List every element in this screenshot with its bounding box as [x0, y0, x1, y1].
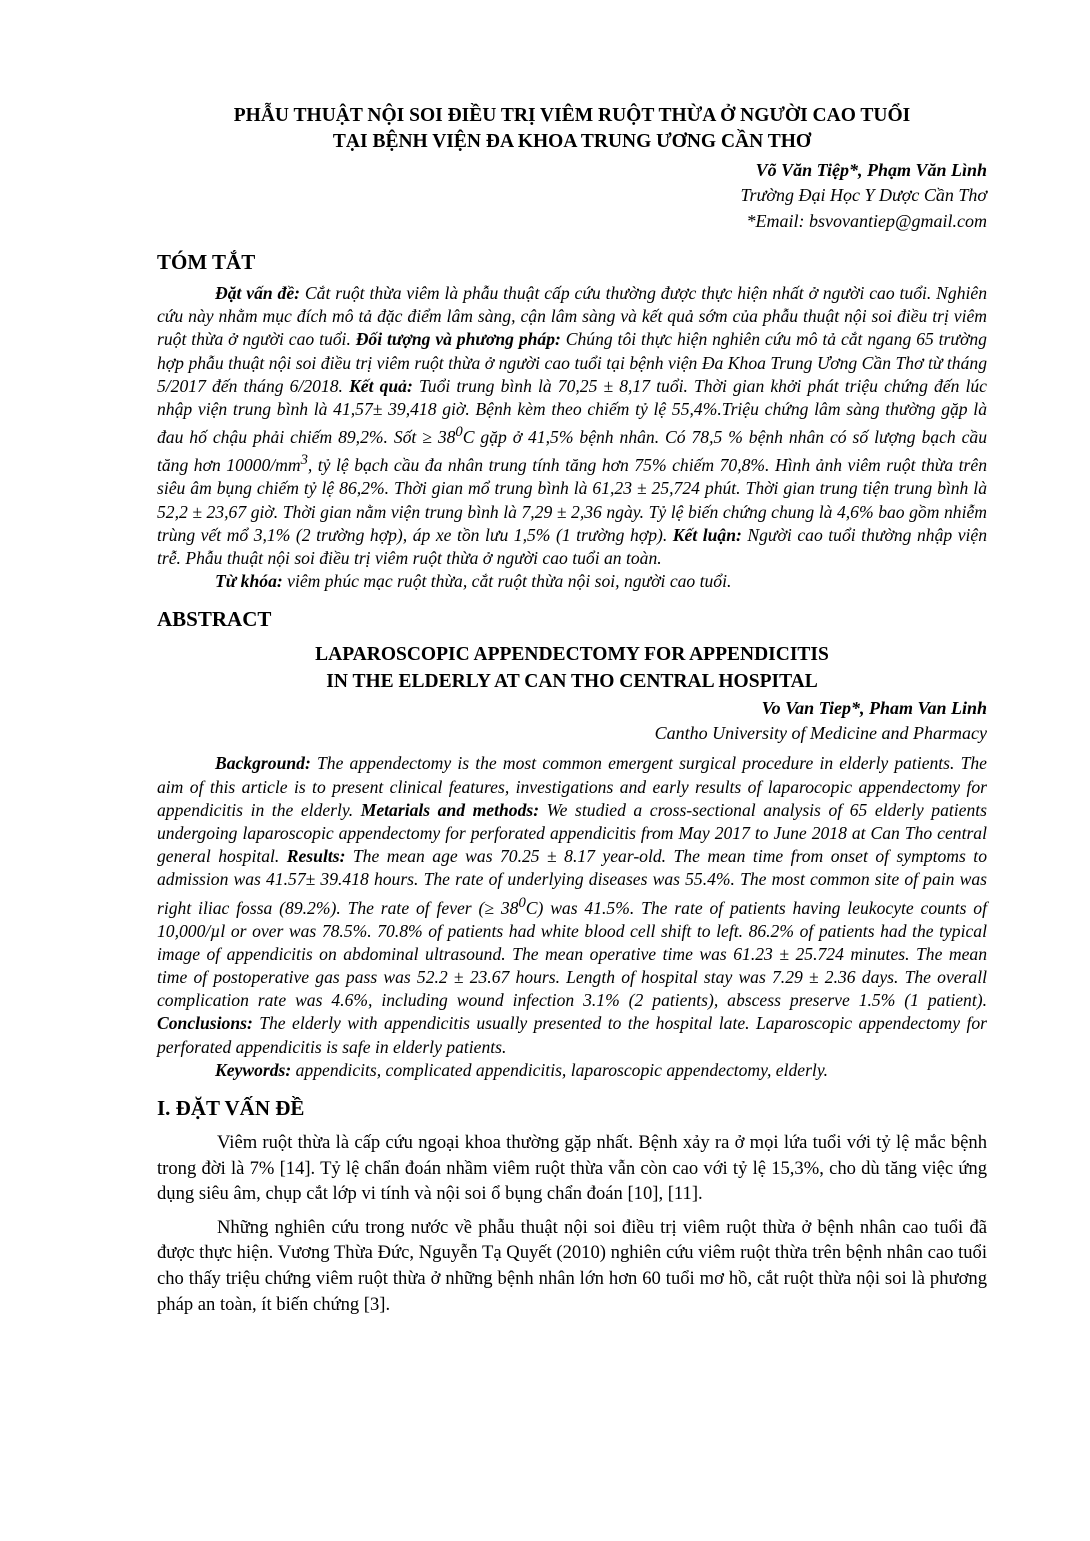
label-doi-tuong: Đối tượng và phương pháp: — [355, 329, 561, 350]
label-ket-qua: Kết quả: — [349, 375, 413, 396]
label-keywords: Keywords: — [215, 1059, 292, 1080]
label-methods: Metarials and methods: — [360, 799, 540, 820]
section1-paragraph-2: Những nghiên cứu trong nước về phẫu thuật nội soi điều trị viêm ruột thừa ở bệnh nhân cao tuổi đã được thực hiện. Vương Thừa Đức, Nguyễn Tạ Quyết (2010) nghiên cứu viêm ruột thừa trên bệnh nhân cao tuổi cho thấy triệu chứng viêm ruột thừa ở những bệnh nhân lớn hơn 60 tuổi mơ hồ, cắt ruột thừa nội soi là phương pháp an toàn, ít biến chứng [3]. — [157, 1216, 987, 1315]
authors-vn: Võ Văn Tiệp*, Phạm Văn Lình — [755, 160, 987, 180]
title-vn-line1: PHẪU THUẬT NỘI SOI ĐIỀU TRỊ VIÊM RUỘT THỪA Ở NGƯỜI CAO TUỔI — [233, 105, 911, 126]
paper-title-vn — [157, 103, 987, 155]
title-en-line2: IN THE ELDERLY AT CAN THO CENTRAL HOSPITAL — [326, 671, 818, 693]
abstract-keywords: Keywords: appendicits, complicated appendicitis, laparoscopic appendectomy, elderly. — [215, 1059, 829, 1080]
title-vn-line2: TẠI BỆNH VIỆN ĐA KHOA TRUNG ƯƠNG CẦN THƠ — [332, 131, 812, 152]
authors-en: Vo Van Tiep*, Pham Van Linh — [761, 698, 987, 719]
label-conclusions: Conclusions: — [157, 1013, 253, 1034]
label-dat-van-de: Đặt vấn đề: — [215, 283, 301, 303]
label-background: Background: — [215, 753, 311, 774]
affiliation-vn: Trường Đại Học Y Dược Cần Thơ — [740, 185, 987, 205]
label-tu-khoa: Từ khóa: — [215, 571, 283, 592]
section1-paragraph-1: Viêm ruột thừa là cấp cứu ngoại khoa thường gặp nhất. Bệnh xảy ra ở mọi lứa tuổi với tỷ lệ mắc bệnh trong đời là 7% [14]. Tỷ lệ chẩn đoán nhầm viêm ruột thừa vẫn còn cao với tỷ lệ 15,3%, cho dù tăng việc ứng dụng siêu âm, chụp cắt lớp vi tính và nội soi ổ bụng chẩn đoán [10], [11]. — [157, 1132, 987, 1205]
paper-page — [157, 100, 987, 1317]
tomtat-paragraph: Đặt vấn đề: Cắt ruột thừa viêm là phẫu thuật cấp cứu thường được thực hiện nhất ở người cao tuổi. Nghiên cứu này nhằm mục đích mô tả đặc điểm lâm sàng, cận lâm sàng và kết quả sớm của phẫu thuật nội soi điều trị viêm ruột thừa ở người cao tuổi. Đối tượng và phương pháp: Chúng tôi thực hiện nghiên cứu mô tả cắt ngang 65 trường hợp phẫu thuật nội soi điều trị viêm ruột thừa ở người cao tuổi tại bệnh viện Đa Khoa Trung Ương Cần Thơ từ tháng 5/2017 đến tháng 6/2018. Kết quả: Tuổi trung bình là 70,25 ± 8,17 tuổi. Thời gian khởi phát triệu chứng đến lúc nhập viện trung bình là 41,57± 39,418 giờ. Bệnh kèm theo chiếm tỷ lệ 55,4%.Triệu chứng lâm sàng thường gặp là đau hố chậu phải chiếm 89,2%. Sốt ≥ $38^0C$ gặp ở 41,5% bệnh nhân. Có 78,5 % bệnh nhân có số lượng bạch cầu tăng hơn $10000/mm^3$, tỷ lệ bạch cầu đa nhân trung tính tăng hơn 75% chiếm 70,8%. Hình ảnh viêm ruột thừa trên siêu âm bụng chiếm tỷ lệ 86,2%. Thời gian mổ trung bình là 61,23 ± 25,724 phút. Thời gian trung tiện trung bình là 52,2 ± 23,67 giờ. Thời gian nằm viện trung bình là 7,29 ± 2,36 ngày. Tỷ lệ biến chứng chung là 4,6% bao gồm nhiễm trùng vết mổ 3,1% (2 trường hợp), áp xe tồn lưu 1,5% (1 trường hợp). Kết luận: Người cao tuổi thường nhập viện trễ. Phẫu thuật nội soi điều trị viêm ruột thừa ở người cao tuổi an toàn. — [157, 283, 988, 568]
abstract-heading: ABSTRACT — [157, 607, 272, 632]
email-line: *Email: bsvovantiep@gmail.com — [746, 211, 987, 231]
abstract-paragraph: Background: The appendectomy is the most common emergent surgical procedure in elderly patients. The aim of this article is to present clinical features, investigations and early results of laparocopic appendectomy for appendicitis in the elderly. Metarials and methods: We studied a cross-sectional analysis of 65 elderly patients undergoing laparoscopic appendectomy for perforated appendicitis from May 2017 to June 2018 at Can Tho central general hospital. Results: The mean age was 70.25 ± 8.17 year-old. The mean time from onset of symptoms to admission was 41.57± 39.418 hours. The rate of underlying diseases was 55.4%. The most common site of pain was right iliac fossa (89.2%). The rate of fever (≥ $38^0C$) was 41.5%. The rate of patients having leukocyte counts of 10,000/µl or over was 78.5%. 70.8% of patients had white blood cell shift to left. 86.2% of patients had the typical image of appendicitis on abdominal ultrasound. The mean operative time was 61.23 ± 25.724 minutes. The mean time of postoperative gas pass was 52.2 ± 23.67 hours. Length of hospital stay was 7.29 ± 2.36 days. The overall complication rate was 4.6%, including wound infection 3.1% (2 patients), abscess preserve 1.5% (1 patient). Conclusions: The elderly with appendicitis usually presented to the hospital late. Laparoscopic appendectomy for perforated appendicitis is safe in elderly patients. — [157, 753, 987, 1057]
tomtat-heading: TÓM TẮT — [157, 250, 256, 274]
label-results: Results: — [286, 846, 346, 867]
title-en-line1: LAPAROSCOPIC APPENDECTOMY FOR APPENDICITIS — [315, 644, 829, 666]
affiliation-en: Cantho University of Medicine and Pharmacy — [654, 723, 987, 744]
label-ket-luan: Kết luận: — [672, 524, 742, 545]
tomtat-keywords: Từ khóa: viêm phúc mạc ruột thừa, cắt ruột thừa nội soi, người cao tuổi. — [215, 571, 732, 592]
paper-title-en — [157, 641, 987, 695]
section1-heading: I. ĐẶT VẤN ĐỀ — [157, 1096, 305, 1121]
